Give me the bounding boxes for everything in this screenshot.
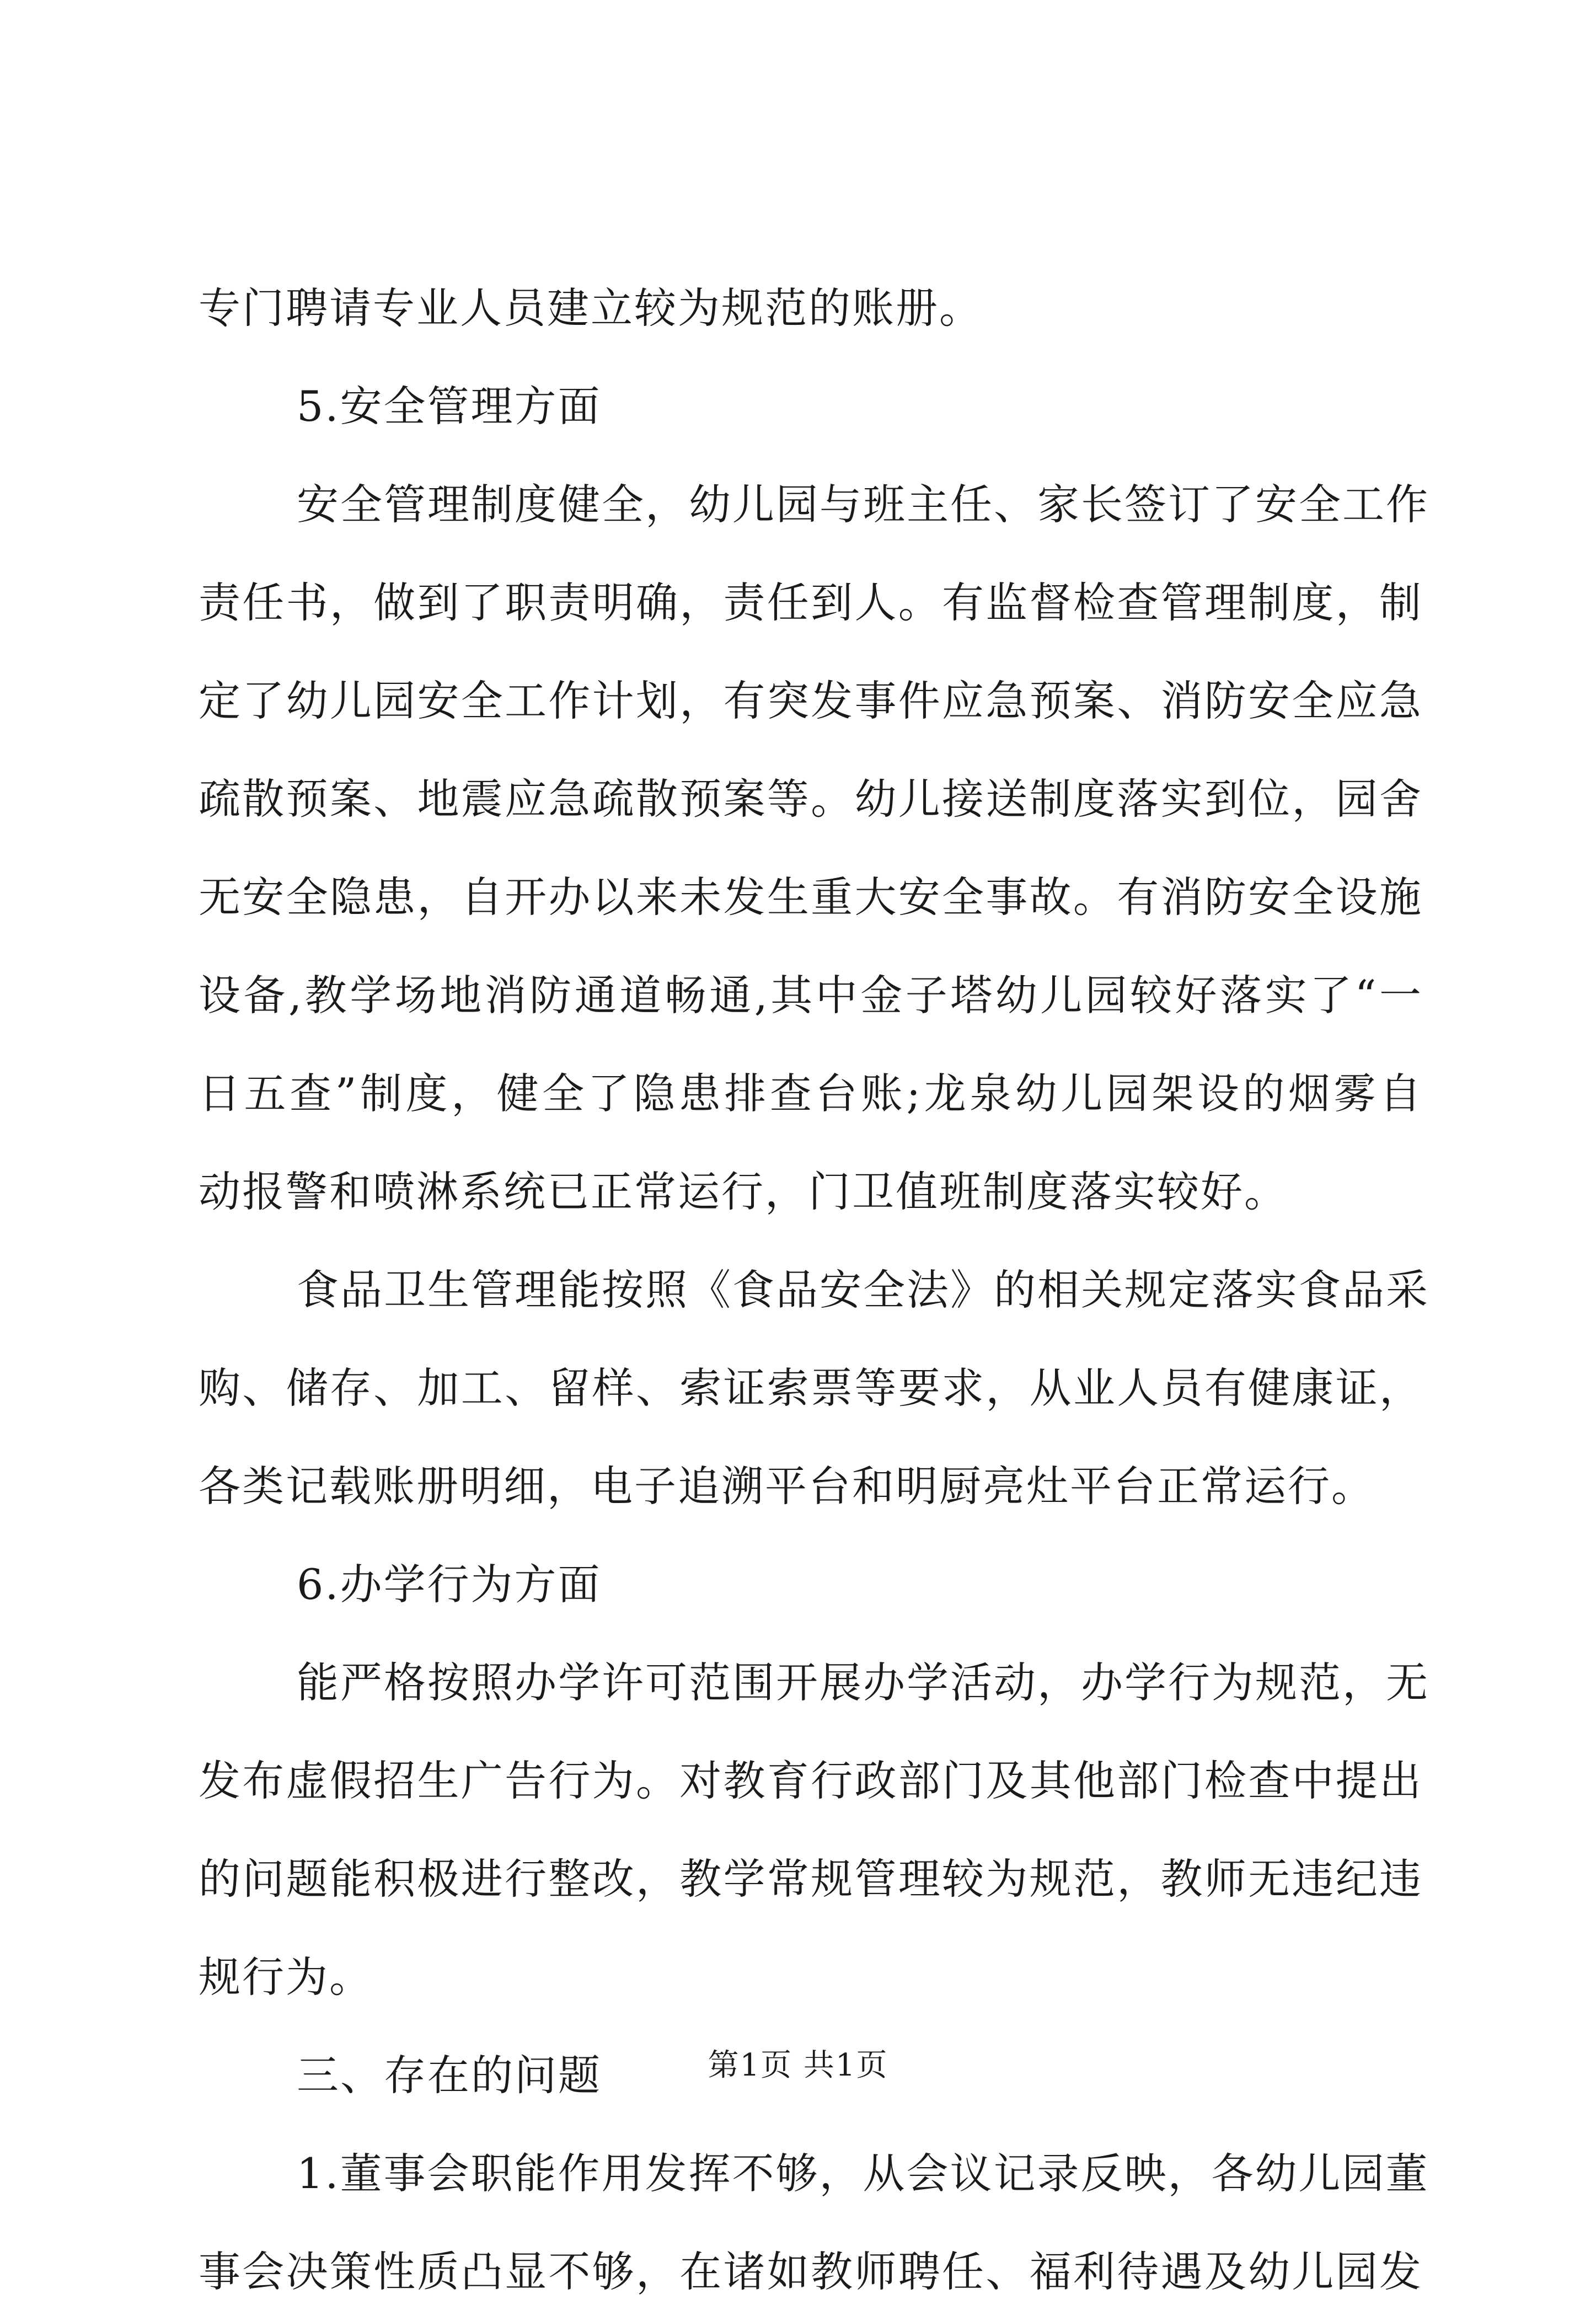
page-footer: 第1页 共1页 bbox=[708, 2047, 888, 2083]
text-line: 的问题能积极进行整改，教学常规管理较为规范，教师无违纪违 bbox=[199, 1854, 1423, 1903]
text-line: 发布虚假招生广告行为。对教育行政部门及其他部门检查中提出 bbox=[199, 1756, 1423, 1805]
text-line: 购、储存、加工、留样、索证索票等要求，从业人员有健康证， bbox=[199, 1363, 1423, 1413]
text-line: 1.董事会职能作用发挥不够，从会议记录反映，各幼儿园董 bbox=[297, 2149, 1429, 2198]
text-line: 日五查”制度，健全了隐患排查台账;龙泉幼儿园架设的烟雾自 bbox=[199, 1069, 1423, 1118]
text-line: 能严格按照办学许可范围开展办学活动，办学行为规范，无 bbox=[297, 1658, 1429, 1707]
document-body bbox=[199, 259, 1429, 2321]
text-line: 食品卫生管理能按照《食品安全法》的相关规定落实食品采 bbox=[297, 1265, 1429, 1314]
text-line: 专门聘请专业人员建立较为规范的账册。 bbox=[199, 284, 983, 333]
text-line: 责任书，做到了职责明确，责任到人。有监督检查管理制度，制 bbox=[199, 578, 1423, 627]
text-line: 无安全隐患，自开办以来未发生重大安全事故。有消防安全设施 bbox=[199, 873, 1423, 922]
text-line: 各类记载账册明细，电子追溯平台和明厨亮灶平台正常运行。 bbox=[199, 1462, 1375, 1511]
text-line: 设备,教学场地消防通道畅通,其中金子塔幼儿园较好落实了“一 bbox=[199, 971, 1423, 1020]
section-heading: 6.办学行为方面 bbox=[297, 1560, 602, 1609]
text-line: 定了幼儿园安全工作计划，有突发事件应急预案、消防安全应急 bbox=[199, 676, 1423, 725]
text-line: 动报警和喷淋系统已正常运行，门卫值班制度落实较好。 bbox=[199, 1167, 1288, 1216]
text-line: 安全管理制度健全，幼儿园与班主任、家长签订了安全工作 bbox=[297, 480, 1429, 529]
section-heading: 5.安全管理方面 bbox=[297, 382, 602, 431]
text-line: 事会决策性质凸显不够，在诸如教师聘任、福利待遇及幼儿园发 bbox=[199, 2247, 1423, 2296]
text-line: 规行为。 bbox=[199, 1953, 373, 2002]
text-line: 疏散预案、地震应急疏散预案等。幼儿接送制度落实到位，园舍 bbox=[199, 774, 1423, 823]
section-heading: 三、存在的问题 bbox=[297, 2051, 602, 2100]
